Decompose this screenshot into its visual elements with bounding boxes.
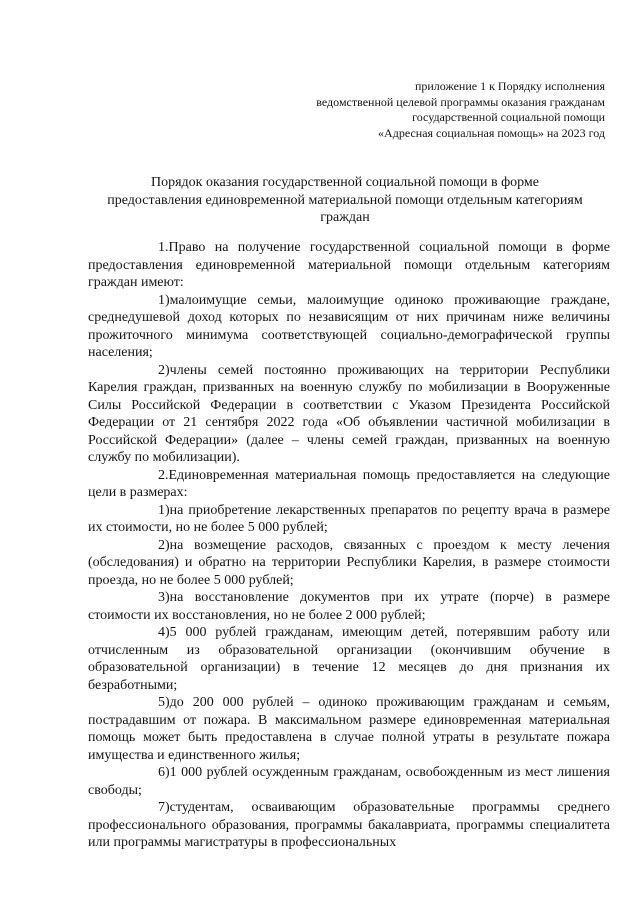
paragraph-number: 1) bbox=[158, 292, 170, 308]
paragraph-2 bbox=[88, 467, 610, 502]
document-body bbox=[88, 239, 610, 852]
paragraph-number: 7) bbox=[158, 800, 170, 815]
paragraph-number: 5) bbox=[158, 695, 170, 710]
annex-header bbox=[265, 79, 605, 141]
subparagraph-1-2 bbox=[88, 362, 610, 467]
document-title bbox=[80, 174, 610, 227]
paragraph-text: Единовременная материальная помощь предоставляется на следующие цели в размерах: bbox=[88, 467, 610, 500]
annex-line: ведомственной целевой программы оказания гражданам bbox=[316, 94, 605, 109]
paragraph-number: 4) bbox=[158, 625, 170, 640]
paragraph-text: на возмещение расходов, связанных с проездом к месту лечения (обследования) и обратно на территории Республики Карелия, в размере стоимости проезда, но не более 5 000 рублей; bbox=[88, 537, 610, 588]
paragraph-number: 1) bbox=[158, 502, 170, 518]
title-line: Порядок оказания государственной социальной помощи в форме bbox=[150, 175, 539, 190]
paragraph-number: 2. bbox=[158, 467, 169, 483]
title-line: предоставления единовременной материальной помощи отдельным категориям bbox=[107, 192, 583, 208]
annex-line: приложение 1 к Порядку исполнения bbox=[414, 79, 605, 93]
paragraph-text: 1 000 рублей осужденным гражданам, освобожденным из мест лишения свободы; bbox=[88, 765, 610, 798]
annex-line: «Адресная социальная помощь» на 2023 год bbox=[378, 125, 605, 140]
paragraph-text: 5 000 рублей гражданам, имеющим детей, потерявшим работу или отчисленным из образовательной организации (окончившим обучение в образовательной организации) в течение 12 месяцев до дня признания их безработными; bbox=[88, 625, 610, 693]
paragraph-text: до 200 000 рублей – одиноко проживающим гражданам и семьям, пострадавшим от пожара. В максимальном размере единовременная материальная помощь может быть предоставлена в случае полной утраты в результате пожара имущества и единственного жилья; bbox=[88, 695, 610, 763]
paragraph-text: члены семей постоянно проживающих на территории Республики Карелия граждан, призванных на военную службу по мобилизации в Вооруженные Силы Российской Федерации в соответствии с Указом Президента Российской Федерации от 21 сентября 2022 года «Об объявлении частичной мобилизации в Российской Федерации» (далее – члены семей граждан, призванных на военную службу по мобилизации). bbox=[88, 362, 610, 465]
subparagraph-1-1 bbox=[88, 292, 610, 362]
subparagraph-2-2 bbox=[88, 537, 610, 590]
title-line: граждан bbox=[320, 210, 370, 225]
paragraph-number: 2) bbox=[158, 362, 170, 378]
subparagraph-2-3 bbox=[88, 589, 610, 624]
paragraph-text: малоимущие семьи, малоимущие одиноко проживающие граждане, среднедушевой доход которых по независящим от них причинам ниже величины прожиточного минимума соответствующей социально-демографической группы населения; bbox=[88, 292, 610, 360]
subparagraph-2-4 bbox=[88, 624, 610, 694]
paragraph-number: 2) bbox=[158, 537, 170, 553]
paragraph-number: 3) bbox=[158, 590, 170, 605]
paragraph-text: на приобретение лекарственных препаратов по рецепту врача в размере их стоимости, но не более 5 000 рублей; bbox=[88, 502, 610, 535]
annex-line: государственной социальной помощи bbox=[412, 110, 605, 124]
subparagraph-2-6 bbox=[88, 764, 610, 799]
subparagraph-2-5 bbox=[88, 694, 610, 764]
paragraph-number: 1. bbox=[158, 240, 169, 255]
paragraph-text: на восстановление документов при их утрате (порче) в размере стоимости их восстановления, но не более 2 000 рублей; bbox=[88, 590, 610, 623]
paragraph-1 bbox=[88, 239, 610, 292]
subparagraph-2-7 bbox=[88, 799, 610, 852]
paragraph-number: 6) bbox=[158, 765, 170, 780]
subparagraph-2-1 bbox=[88, 502, 610, 537]
paragraph-text: студентам, осваивающим образовательные программы среднего профессионального образования, программы бакалавриата, программы специалитета или программы магистратуры в профессиональных bbox=[88, 800, 610, 850]
paragraph-text: Право на получение государственной социальной помощи в форме предоставления единовременной материальной помощи отдельным категориям граждан имеют: bbox=[88, 240, 610, 290]
